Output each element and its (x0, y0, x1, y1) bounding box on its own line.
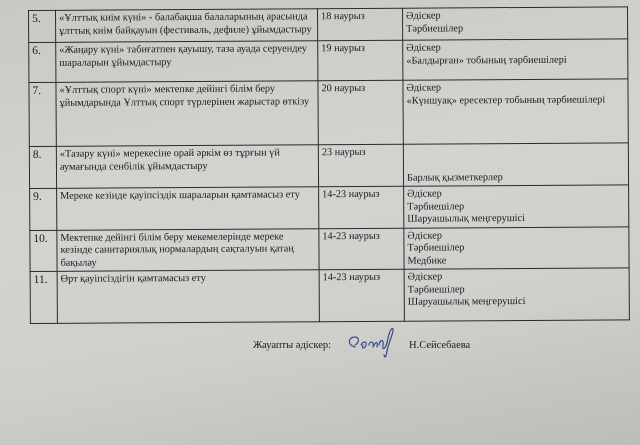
event-plan-table (28, 6, 630, 324)
signature-block (253, 337, 513, 367)
row-date: 20 наурыз (318, 80, 403, 145)
row-responsible (403, 39, 628, 80)
responsible-line: Тәрбиешілер (407, 242, 465, 254)
table-row (29, 143, 628, 189)
row-date: 14-23 наурыз (319, 228, 404, 270)
row-date: 19 наурыз (318, 40, 403, 81)
row-number: 5. (29, 10, 56, 42)
table-row (29, 7, 628, 43)
row-task: «Жаңару күні» табиғатпен қауышу, таза ауада серуендеу шараларын ұйымдастыру (56, 41, 318, 83)
responsible-line: «Күншуақ» ересектер тобының тәрбиешілері (406, 93, 606, 107)
row-responsible (402, 7, 627, 40)
row-date: 23 наурыз (318, 144, 403, 187)
row-task: «Ұлттық спорт күні» мектепке дейінгі білім беру ұйымдарында Ұлттық спорт түрлерінен жарыстар өткізу (56, 81, 318, 147)
responsible-line: Тәрбиешілер (406, 22, 464, 35)
row-task: «Тазару күні» мерекесіне орай әркім өз тұрғын үй аумағында сенбілік ұйымдастыру (56, 145, 318, 189)
row-responsible (404, 268, 629, 321)
responsible-line: Шаруашылық меңгерушісі (407, 295, 526, 308)
row-task: Мектепке дейінгі білім беру мекемелерінде мереке кезінде санитариялық нормалардың сақталуын қатаң бақылау (57, 228, 319, 271)
table-body (29, 7, 630, 324)
signature-label: Жауапты әдіскер: (253, 340, 332, 351)
row-responsible (404, 185, 629, 228)
responsible-line: Медбике (407, 254, 447, 267)
row-number: 11. (30, 271, 57, 323)
responsible-line: Әдіскер (406, 42, 441, 54)
responsible-line: Тәрбиешілер (407, 283, 465, 296)
row-responsible (403, 143, 628, 186)
row-date: 14-23 наурыз (319, 186, 404, 228)
responsible-line: «Балдырған» тобының тәрбиешілері (406, 54, 567, 67)
responsible-line: Әдіскер (406, 10, 441, 22)
row-number: 9. (30, 188, 57, 230)
table-row (29, 79, 628, 147)
table-row (29, 39, 628, 83)
responsible-line: Әдіскер (406, 82, 442, 94)
row-task: Мереке кезінде қауіпсіздік шараларын қамтамасыз ету (57, 187, 319, 230)
responsible-line: Барлық қызметкерлер (406, 171, 503, 184)
handwritten-signature (345, 325, 397, 363)
row-number: 7. (29, 82, 56, 146)
table-row (30, 226, 629, 271)
table-row (30, 268, 629, 324)
row-responsible (404, 226, 629, 269)
responsible-line: Тәрбиешілер (407, 200, 465, 213)
row-task: «Ұлттық киім күні» - балабақша балаларының арасында ұлттық киім байқауын (фестиваль, дефиле) ұйымдастыру (56, 9, 318, 43)
table-row (30, 185, 629, 230)
responsible-line: Шаруашылық меңгерушісі (407, 212, 525, 225)
row-number: 10. (30, 230, 57, 272)
row-task: Өрт қауіпсіздігін қамтамасыз ету (57, 270, 319, 324)
responsible-line: Әдіскер (407, 271, 443, 283)
row-number: 6. (29, 42, 56, 82)
signer-name: Н.Сейсебаева (409, 340, 471, 351)
row-date: 18 наурыз (317, 8, 402, 41)
responsible-line: Әдіскер (407, 188, 442, 200)
responsible-line: Әдіскер (407, 229, 442, 242)
row-number: 8. (29, 146, 56, 188)
row-responsible (403, 79, 628, 144)
row-date: 14-23 наурыз (319, 269, 404, 322)
